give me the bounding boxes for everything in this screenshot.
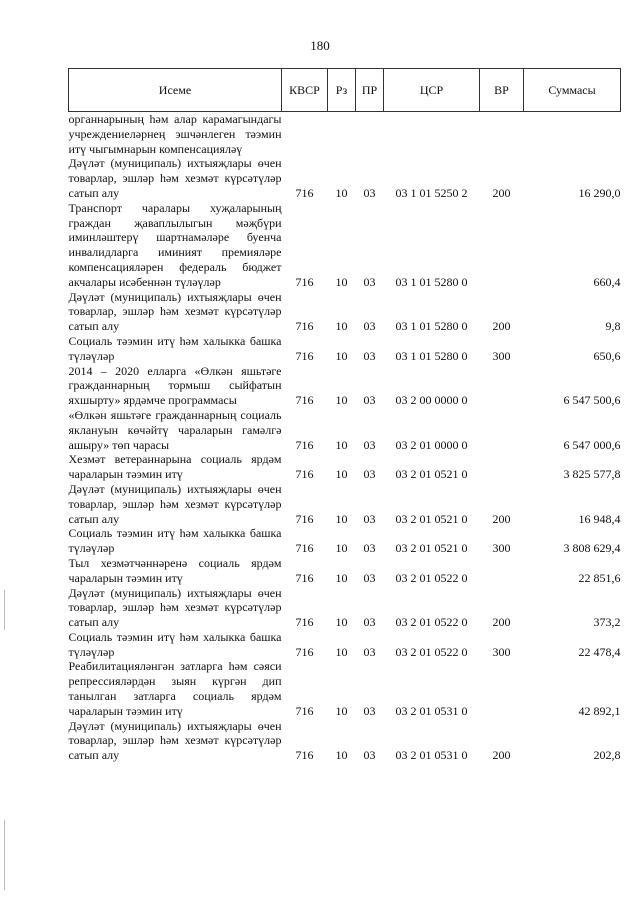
row-kvsr-cell: 716 <box>295 748 314 763</box>
table-row <box>69 201 621 290</box>
row-name-cell: Тыл хезмәтчәннәренә социаль ярдәм чараларын тәэмин итү <box>68 555 282 585</box>
row-pr-cell: 03 <box>363 319 376 334</box>
table-row <box>69 526 621 556</box>
row-name-cell: 2014 – 2020 елларга «Өлкән яшьтәге гражданнарның тормыш сыйфатын яхшырту» ярдәмче программасы <box>68 363 282 408</box>
row-name-cell: Социаль тәэмин итү һәм халыкка башка түләүләр <box>68 333 282 363</box>
row-pr-cell: 03 <box>363 467 376 482</box>
row-kvsr-cell <box>282 112 328 157</box>
row-name-cell: Социаль тәэмин итү һәм халыкка башка түләүләр <box>68 526 282 556</box>
row-rz-cell: 10 <box>335 541 348 556</box>
row-pr-cell: 03 <box>363 541 376 556</box>
row-rz-cell: 10 <box>335 185 348 200</box>
row-name-cell: Реабилитацияләнгән затларга һәм сәяси репрессияләрдән зыян күргән дип танылган затларга социаль ярдәм чараларын тәэмин итү <box>68 659 282 718</box>
row-kvsr-cell: 716 <box>295 570 314 585</box>
row-pr-cell: 03 <box>363 393 376 408</box>
row-csr-cell: 03 2 01 0522 0 <box>395 644 468 659</box>
row-sum-cell: 6 547 000,6 <box>563 437 621 452</box>
row-rz-cell: 10 <box>335 703 348 718</box>
row-name-cell: Дәүләт (муниципаль) ихтыяҗлары өчен товарлар, эшләр һәм хезмәт күрсәтүләр сатып алу <box>68 289 282 334</box>
column-header-sum: Суммасы <box>524 69 621 112</box>
row-vr-cell <box>480 556 524 586</box>
row-csr-cell: 03 1 01 5280 0 <box>395 274 468 289</box>
table-row <box>69 586 621 630</box>
row-name-cell: Дәүләт (муниципаль) ихтыяҗлары өчен товарлар, эшләр һәм хезмәт күрсәтүләр сатып алу <box>68 156 282 200</box>
row-pr-cell: 03 <box>363 274 376 289</box>
row-kvsr-cell: 716 <box>295 541 314 556</box>
row-kvsr-cell: 716 <box>295 348 314 363</box>
row-pr-cell: 03 <box>363 570 376 585</box>
row-rz-cell: 10 <box>335 467 348 482</box>
column-header-kvsr: КВСР <box>282 69 328 112</box>
row-sum-cell: 9,8 <box>605 319 621 334</box>
row-kvsr-cell: 716 <box>295 703 314 718</box>
row-sum-cell: 202,8 <box>593 748 621 763</box>
row-sum-cell: 16 948,4 <box>578 511 621 526</box>
row-vr-cell <box>480 364 524 408</box>
row-sum-cell: 16 290,0 <box>578 185 621 200</box>
table-row <box>69 556 621 586</box>
row-vr-cell: 200 <box>492 748 511 763</box>
row-pr-cell: 03 <box>363 511 376 526</box>
row-sum-cell: 650,6 <box>593 348 621 363</box>
row-csr-cell: 03 2 01 0521 0 <box>395 541 468 556</box>
row-vr-cell: 300 <box>492 541 511 556</box>
row-name-cell: Дәүләт (муниципаль) ихтыяҗлары өчен товарлар, эшләр һәм хезмәт күрсәтүләр сатып алу <box>68 585 282 630</box>
row-rz-cell: 10 <box>335 511 348 526</box>
row-vr-cell <box>480 659 524 718</box>
row-name-cell: Социаль тәэмин итү һәм халыкка башка түләүләр <box>68 629 282 659</box>
table-row <box>69 364 621 408</box>
row-rz-cell: 10 <box>335 319 348 334</box>
row-csr-cell: 03 1 01 5280 0 <box>395 348 468 363</box>
table-row <box>69 452 621 482</box>
row-sum-cell: 22 851,6 <box>578 570 621 585</box>
table-row <box>69 408 621 452</box>
table-row <box>69 334 621 364</box>
row-sum-cell: 660,4 <box>593 274 621 289</box>
row-pr-cell <box>356 112 384 157</box>
row-kvsr-cell: 716 <box>295 274 314 289</box>
row-sum-cell: 6 547 500,6 <box>563 393 621 408</box>
table-row <box>69 630 621 660</box>
row-csr-cell: 03 2 00 0000 0 <box>395 393 468 408</box>
row-csr-cell: 03 2 01 0522 0 <box>395 615 468 630</box>
row-rz-cell: 10 <box>335 393 348 408</box>
row-pr-cell: 03 <box>363 348 376 363</box>
row-vr-cell <box>480 408 524 452</box>
row-kvsr-cell: 716 <box>295 644 314 659</box>
column-header-pr: ПР <box>356 69 384 112</box>
row-kvsr-cell: 716 <box>295 467 314 482</box>
page-number: 180 <box>310 38 330 53</box>
row-sum-cell: 22 478,4 <box>578 644 621 659</box>
column-header-name: Исеме <box>69 69 282 112</box>
row-rz-cell: 10 <box>335 644 348 659</box>
row-vr-cell <box>480 452 524 482</box>
row-vr-cell: 300 <box>492 644 511 659</box>
scan-edge-mark <box>4 590 5 630</box>
row-csr-cell: 03 1 01 5280 0 <box>395 319 468 334</box>
row-rz-cell: 10 <box>335 615 348 630</box>
row-pr-cell: 03 <box>363 748 376 763</box>
column-header-csr: ЦСР <box>384 69 480 112</box>
table-header-row <box>69 69 621 112</box>
scan-edge-mark <box>4 820 5 890</box>
row-sum-cell: 3 808 629,4 <box>563 541 621 556</box>
row-vr-cell <box>480 201 524 290</box>
row-rz-cell <box>328 112 356 157</box>
row-name-cell: «Өлкән яшьтәге гражданнарның социаль яклануын көчәйтү чараларын гамәлгә ашыру» төп чарасы <box>68 407 282 452</box>
row-vr-cell: 200 <box>492 319 511 334</box>
budget-table <box>68 68 621 763</box>
row-csr-cell: 03 2 01 0521 0 <box>395 467 468 482</box>
row-name-cell: Транспорт чаралары хуҗаларының граждан җаваплылыгын мәҗбүри иминләштерү шартнамәләре буенча инвалидларга иминият премияләре компенсацияләрен федераль бюджет акчалары исәбеннән түләүләр <box>68 200 282 289</box>
row-kvsr-cell: 716 <box>295 393 314 408</box>
column-header-rz: Рз <box>328 69 356 112</box>
table-row <box>69 156 621 200</box>
column-header-vr: ВР <box>480 69 524 112</box>
row-pr-cell: 03 <box>363 185 376 200</box>
row-csr-cell: 03 2 01 0522 0 <box>395 570 468 585</box>
row-csr-cell: 03 1 01 5250 2 <box>395 185 468 200</box>
row-csr-cell <box>384 112 480 157</box>
table-row <box>69 290 621 334</box>
row-rz-cell: 10 <box>335 570 348 585</box>
row-csr-cell: 03 2 01 0531 0 <box>395 748 468 763</box>
row-rz-cell: 10 <box>335 437 348 452</box>
row-vr-cell: 200 <box>492 185 511 200</box>
row-pr-cell: 03 <box>363 703 376 718</box>
row-name-cell: Хезмәт ветераннарына социаль ярдәм чараларын тәэмин итү <box>68 452 282 482</box>
row-kvsr-cell: 716 <box>295 615 314 630</box>
row-sum-cell: 3 825 577,8 <box>563 467 621 482</box>
row-sum-cell <box>524 112 621 157</box>
row-sum-cell: 42 892,1 <box>578 703 621 718</box>
row-vr-cell: 200 <box>492 615 511 630</box>
row-kvsr-cell: 716 <box>295 185 314 200</box>
row-kvsr-cell: 716 <box>295 319 314 334</box>
row-name-cell: органнарының һәм алар карамагындагы учреждениеләрнең эшчәнлеген тәэмин итү чыгымнарын компенсацияләү <box>68 112 282 156</box>
table-row <box>69 112 621 157</box>
table-row <box>69 482 621 526</box>
row-pr-cell: 03 <box>363 437 376 452</box>
row-sum-cell: 373,2 <box>593 615 621 630</box>
table-row <box>69 659 621 718</box>
row-vr-cell: 200 <box>492 511 511 526</box>
table-row <box>69 719 621 763</box>
row-rz-cell: 10 <box>335 274 348 289</box>
row-csr-cell: 03 2 01 0000 0 <box>395 437 468 452</box>
row-rz-cell: 10 <box>335 748 348 763</box>
row-kvsr-cell: 716 <box>295 437 314 452</box>
row-vr-cell: 300 <box>492 348 511 363</box>
row-name-cell: Дәүләт (муниципаль) ихтыяҗлары өчен товарлар, эшләр һәм хезмәт күрсәтүләр сатып алу <box>68 481 282 526</box>
row-pr-cell: 03 <box>363 644 376 659</box>
row-name-cell: Дәүләт (муниципаль) ихтыяҗлары өчен товарлар, эшләр һәм хезмәт күрсәтүләр сатып алу <box>68 718 282 763</box>
row-pr-cell: 03 <box>363 615 376 630</box>
row-csr-cell: 03 2 01 0521 0 <box>395 511 468 526</box>
row-vr-cell <box>480 112 524 157</box>
row-rz-cell: 10 <box>335 348 348 363</box>
row-kvsr-cell: 716 <box>295 511 314 526</box>
row-csr-cell: 03 2 01 0531 0 <box>395 703 468 718</box>
